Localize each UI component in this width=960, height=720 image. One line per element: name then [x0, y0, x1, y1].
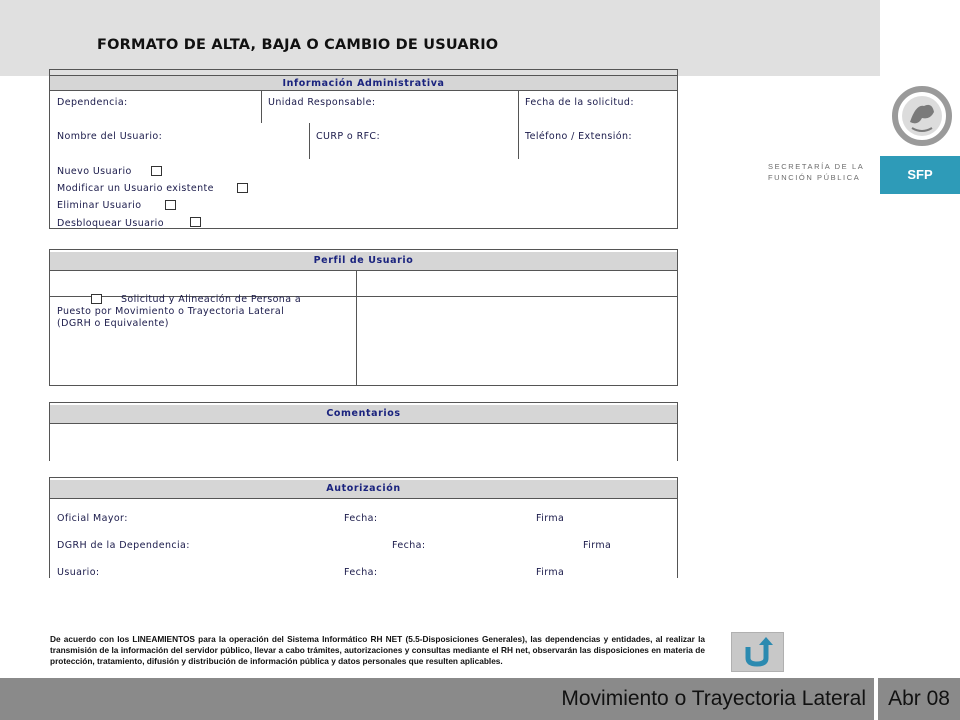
nombre-usuario-label: Nombre del Usuario: [57, 131, 163, 142]
autorizacion-heading: Autorización [50, 480, 677, 498]
option-eliminar-usuario-label: Eliminar Usuario [57, 200, 142, 211]
option-modificar-usuario-label: Modificar un Usuario existente [57, 183, 214, 194]
sfp-logo: SFP [880, 156, 960, 194]
unidad-responsable-label: Unidad Responsable: [268, 97, 376, 108]
dgrh-label: DGRH de la Dependencia: [57, 540, 190, 551]
modificar-usuario-checkbox[interactable] [237, 183, 248, 193]
presentation-title: Movimiento o Trayectoria Lateral [561, 687, 866, 710]
info-admin-section [49, 69, 678, 229]
return-arrow-icon [732, 633, 783, 671]
oficial-mayor-label: Oficial Mayor: [57, 513, 128, 524]
mexican-coat-of-arms-seal-icon [880, 76, 960, 156]
form-title: FORMATO DE ALTA, BAJA O CAMBIO DE USUARIO [97, 37, 499, 53]
legal-footnote: De acuerdo con los LINEAMIENTOS para la operación del Sistema Informático RH NET (5.5-Disposiciones Generales), las dependencias y entidades, al realizar la transmisión de la información del servidor público, llevar a cabo trámites, autorizaciones y consultas mediante el RH net, observarán las disposiciones en materia de protección, tratamiento, difusión y distribución de información pública y datos personales que resulten aplicables. [50, 634, 705, 666]
dgrh-firma-label: Firma [583, 540, 612, 551]
option-nuevo-usuario-label: Nuevo Usuario [57, 166, 132, 177]
usuario-firma-label: Firma [536, 567, 565, 578]
perfil-option-line3: (DGRH o Equivalente) [57, 318, 169, 329]
perfil-solicitud-checkbox[interactable] [91, 294, 102, 304]
desbloquear-usuario-checkbox[interactable] [190, 217, 201, 227]
oficial-mayor-fecha-label: Fecha: [344, 513, 378, 524]
usuario-label: Usuario: [57, 567, 100, 578]
dependencia-label: Dependencia: [57, 97, 128, 108]
secretaria-label: SECRETARÍA DE LA FUNCIÓN PÚBLICA [768, 162, 865, 182]
telefono-label: Teléfono / Extensión: [525, 131, 632, 142]
presentation-date: Abr 08 [888, 687, 950, 710]
perfil-heading: Perfil de Usuario [50, 252, 677, 270]
fecha-solicitud-label: Fecha de la solicitud: [525, 97, 634, 108]
info-admin-heading: Información Administrativa [50, 75, 677, 91]
usuario-fecha-label: Fecha: [344, 567, 378, 578]
eliminar-usuario-checkbox[interactable] [165, 200, 176, 210]
nuevo-usuario-checkbox[interactable] [151, 166, 162, 176]
comentarios-heading: Comentarios [50, 405, 677, 423]
return-button[interactable] [731, 632, 784, 672]
dgrh-fecha-label: Fecha: [392, 540, 426, 551]
option-desbloquear-usuario-label: Desbloquear Usuario [57, 218, 164, 229]
oficial-mayor-firma-label: Firma [536, 513, 565, 524]
perfil-option-line1: Solicitud y Alineación de Persona a [121, 294, 302, 305]
coat-of-arms-emblem [880, 76, 960, 156]
curp-rfc-label: CURP o RFC: [316, 131, 381, 142]
perfil-option-line2: Puesto por Movimiento o Trayectoria Lateral [57, 306, 285, 317]
